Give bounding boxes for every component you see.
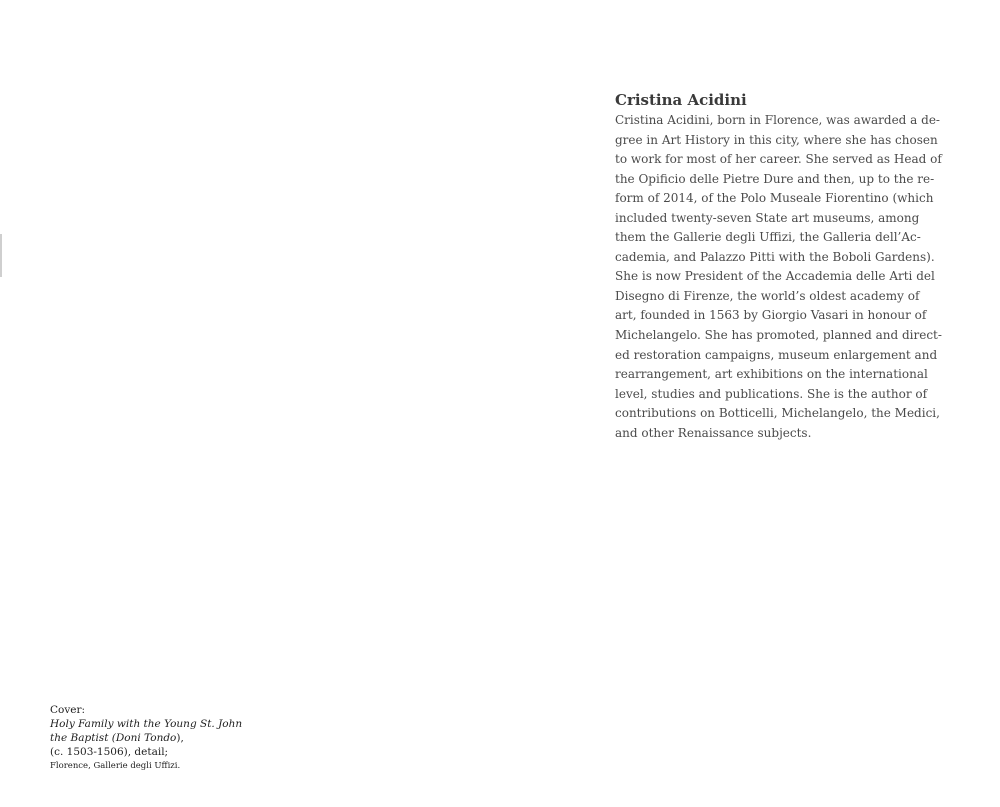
- bio-line: gree in Art History in this city, where she has chosen: [615, 132, 938, 147]
- artwork-nickname: Doni Tondo: [115, 732, 177, 744]
- bio-line: the Opificio delle Pietre Dure and then, up to the re-: [615, 171, 935, 186]
- caption-label: Cover:: [50, 704, 86, 716]
- artwork-title-line-1: Holy Family with the Young St. John: [50, 718, 243, 730]
- author-bio-text: [615, 111, 942, 443]
- bio-line: to work for most of her career. She served as Head of: [615, 152, 942, 167]
- bio-line: them the Gallerie degli Uffizi, the Galleria dell’Ac-: [615, 230, 921, 245]
- artwork-title-line-2: [50, 731, 280, 745]
- bio-line: cademia, and Palazzo Pitti with the Boboli Gardens).: [615, 249, 935, 264]
- bio-line: She is now President of the Accademia delle Arti del: [615, 269, 935, 284]
- artwork-date: (c. 1503-1506), detail;: [50, 746, 169, 758]
- bio-line: level, studies and publications. She is the author of: [615, 386, 928, 401]
- bio-line: included twenty-seven State art museums, among: [615, 210, 920, 225]
- bio-line: contributions on Botticelli, Michelangelo, the Medici,: [615, 406, 940, 421]
- author-bio: [615, 90, 942, 443]
- author-name: Cristina Acidini: [615, 91, 747, 109]
- artwork-title-part: the Baptist (: [50, 732, 116, 744]
- bio-line: Michelangelo. She has promoted, planned and direct-: [615, 328, 942, 343]
- bio-line: Disegno di Firenze, the world’s oldest academy of: [615, 288, 920, 303]
- artwork-location: Florence, Gallerie degli Uffizi.: [50, 761, 181, 771]
- bio-line: ed restoration campaigns, museum enlargement and: [615, 347, 938, 362]
- page-edge-mark: [0, 234, 2, 277]
- bio-line: form of 2014, of the Polo Museale Fiorentino (which: [615, 191, 934, 206]
- artwork-title-close: ),: [176, 732, 184, 744]
- cover-caption: [50, 703, 280, 773]
- bio-line: Cristina Acidini, born in Florence, was awarded a de-: [615, 113, 940, 127]
- bio-line: art, founded in 1563 by Giorgio Vasari in honour of: [615, 308, 927, 323]
- bio-line: and other Renaissance subjects.: [615, 425, 812, 440]
- bio-line: rearrangement, art exhibitions on the international: [615, 367, 928, 382]
